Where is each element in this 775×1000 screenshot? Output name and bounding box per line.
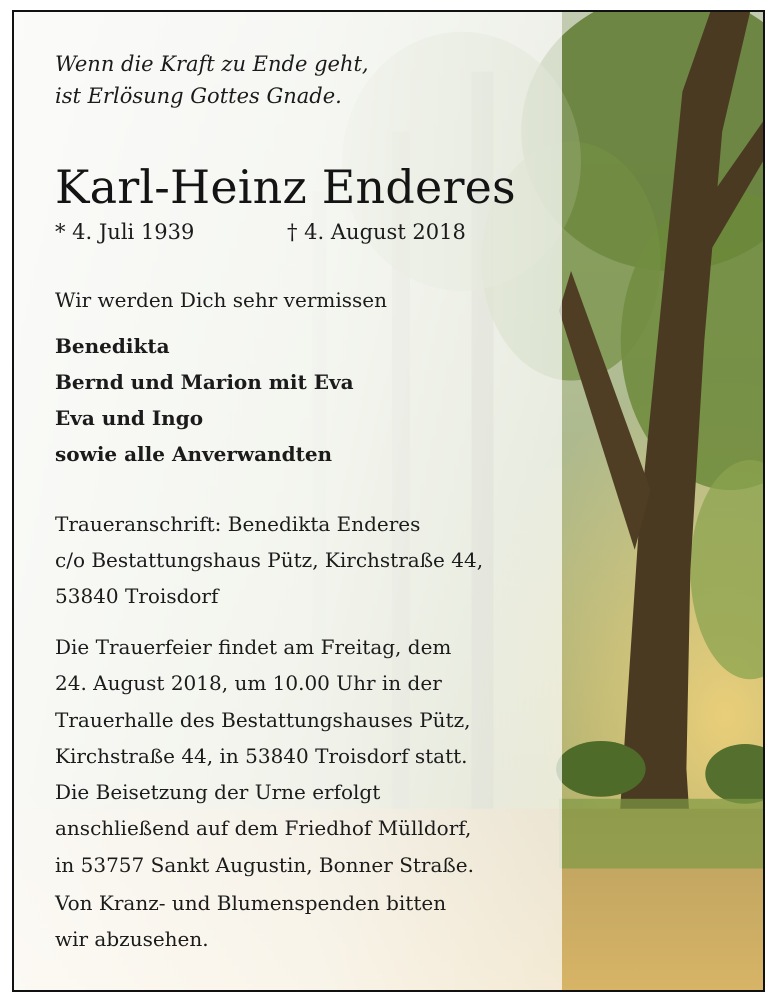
service-line: 24. August 2018, um 10.00 Uhr in der <box>55 671 442 696</box>
address-line: 53840 Troisdorf <box>55 584 219 608</box>
obituary-text <box>14 12 562 990</box>
obituary-card <box>12 10 765 992</box>
mourner: sowie alle Anverwandten <box>55 442 333 466</box>
address-line: c/o Bestattungshaus Pütz, Kirchstraße 44, <box>55 548 484 572</box>
life-dates <box>55 217 555 247</box>
farewell-message: Wir werden Dich sehr vermissen <box>55 288 387 312</box>
service-line: anschließend auf dem Friedhof Mülldorf, <box>55 816 472 841</box>
mourner: Benedikta <box>55 334 170 358</box>
deceased-name: Karl-Heinz Enderes <box>55 160 516 214</box>
birth-date: * 4. Juli 1939 <box>55 220 195 244</box>
service-line: in 53757 Sankt Augustin, Bonner Straße. <box>55 852 474 877</box>
service-details <box>55 629 550 883</box>
motto-line: ist Erlösung Gottes Gnade. <box>55 84 342 108</box>
mourner: Bernd und Marion mit Eva <box>55 370 354 394</box>
service-line: Kirchstraße 44, in 53840 Troisdorf statt. <box>55 743 468 768</box>
donation-note <box>55 885 535 957</box>
death-date: † 4. August 2018 <box>287 220 466 244</box>
service-line: Die Trauerfeier findet am Freitag, dem <box>55 635 452 659</box>
address-line: Traueranschrift: Benedikta Enderes <box>55 512 421 536</box>
service-line: Trauerhalle des Bestattungshauses Pütz, <box>55 707 471 732</box>
closing-line: Von Kranz- und Blumenspenden bitten <box>55 891 447 915</box>
closing-line: wir abzusehen. <box>55 927 209 951</box>
mourners-list <box>55 328 535 472</box>
mourner: Eva und Ingo <box>55 406 204 430</box>
motto-line: Wenn die Kraft zu Ende geht, <box>55 52 369 76</box>
motto-verse <box>55 48 535 112</box>
mourning-address <box>55 506 545 614</box>
service-line: Die Beisetzung der Urne erfolgt <box>55 780 381 805</box>
